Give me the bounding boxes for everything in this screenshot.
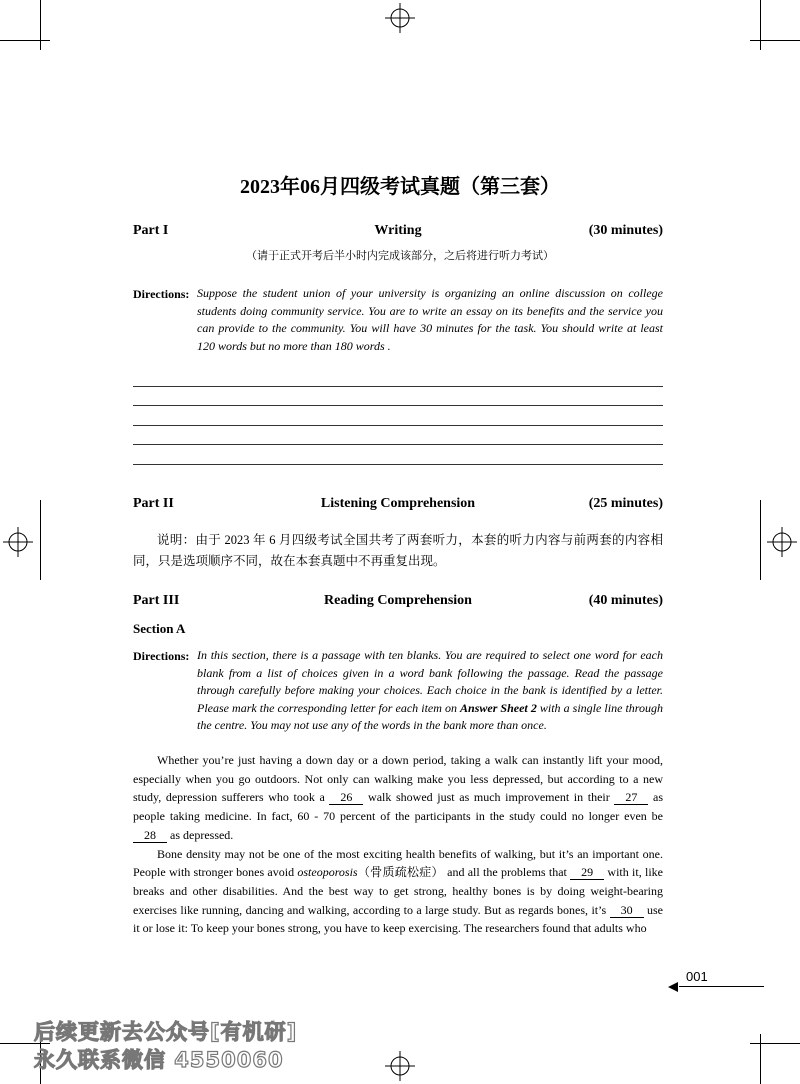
part1-directions-label: Directions:	[133, 287, 190, 301]
part1-directions-text: Suppose the student union of your university is organizing an online discussion on college students doing community service. You are to write an essay on its benefits and the service you can provide to the community. You will have 30 minutes for the task. You should write at least 120 words but no more than 180 words .	[197, 286, 663, 353]
part2-header	[133, 496, 663, 516]
part2-note: 说明：由于 2023 年 6 月四级考试全国共考了两套听力，本套的听力内容与前两套的内容相同，只是选项顺序不同，故在本套真题中不再重复出现。	[133, 533, 663, 568]
registration-mark-icon	[385, 3, 415, 33]
passage-term: osteoporosis	[297, 865, 358, 880]
passage-text: with it, like breaks and other disabilities. And the best way to get strong, healthy bones is by doing weight-bearing exercises like running, dancing and walking, according to a large study. But as regards bones, it’s	[133, 865, 663, 917]
crop-mark	[760, 1034, 761, 1084]
part1-name: Writing	[374, 223, 422, 238]
part2-time: (25 minutes)	[588, 496, 663, 511]
part1-note: （请于正式开考后半小时内完成该部分，之后将进行听力考试）	[246, 250, 554, 262]
passage-text: walk showed just as much improvement in their	[363, 790, 615, 805]
registration-mark-icon	[385, 1051, 415, 1081]
part3-header	[133, 593, 663, 613]
crop-mark	[0, 40, 50, 41]
crop-mark	[750, 40, 800, 41]
writing-line	[133, 405, 663, 406]
passage-text: Whether you’re just having a down day or a down period, taking a walk can instantly lift your mood, especially when you go outdoors. Not only can walking make you less depressed, but according to a new study, depression sufferers who took a	[133, 753, 663, 805]
page-rule	[679, 986, 764, 987]
blank-28: 28	[133, 829, 167, 843]
writing-line	[133, 464, 663, 465]
directions-text-part: In this section, there is a passage with ten blanks. You are required to select one word for each blank from a list of choices given in a word bank following the passage. Read the passage through carefully before making your choices. Each choice in the bank is identified by a letter. Please mark the corresponding letter for each item on	[197, 648, 663, 715]
part3-directions-label: Directions:	[133, 649, 190, 663]
part2-name: Listening Comprehension	[320, 496, 476, 511]
registration-mark-icon	[767, 527, 797, 557]
side-crop-mark	[40, 500, 41, 580]
page-title: 2023年06月四级考试真题（第三套）	[240, 176, 560, 198]
blank-27: 27	[614, 791, 648, 805]
part3-label: Part III	[133, 593, 180, 608]
passage-term-translation: （骨质疏松症）	[357, 865, 444, 880]
part1-time: (30 minutes)	[588, 223, 663, 238]
passage-text: as people taking medicine. In fact, 60 - 70 percent of the participants in the study could no longer even be	[133, 790, 663, 824]
registration-mark-icon	[3, 527, 33, 557]
passage-text: and all the problems that	[443, 865, 571, 880]
passage-text: use it or lose it: To keep your bones strong, you have to keep exercising. The researchers found that adults who	[133, 902, 663, 936]
passage-paragraph	[133, 751, 663, 845]
part3-time: (40 minutes)	[588, 593, 663, 608]
directions-text-part: with a single line through the centre. You may not use any of the words in the bank more than once.	[197, 700, 664, 732]
writing-line	[133, 386, 663, 387]
blank-30: 30	[610, 904, 644, 918]
part3-directions-text	[197, 647, 663, 735]
section-a-heading: Section A	[133, 621, 186, 636]
reading-passage	[133, 751, 663, 938]
passage-paragraph	[133, 845, 663, 939]
part2-label: Part II	[133, 496, 174, 511]
blank-26: 26	[329, 791, 363, 805]
page-marker-icon	[668, 982, 678, 992]
watermark-line-1: 后续更新去公众号[有机研]	[34, 1020, 298, 1044]
page-number: 001	[686, 969, 708, 984]
crop-mark	[760, 0, 761, 50]
writing-line	[133, 444, 663, 445]
part3-name: Reading Comprehension	[324, 593, 472, 608]
part1-header	[133, 223, 663, 243]
passage-text: Bone density may not be one of the most exciting health benefits of walking, but it’s an important one. People with stronger bones avoid	[133, 846, 663, 880]
blank-29: 29	[570, 866, 604, 880]
side-crop-mark	[760, 500, 761, 580]
crop-mark	[750, 1043, 800, 1044]
writing-line	[133, 425, 663, 426]
part1-label: Part I	[133, 223, 169, 238]
answer-sheet-ref: Answer Sheet 2	[460, 700, 537, 715]
crop-mark	[40, 0, 41, 50]
passage-text: as depressed.	[167, 827, 234, 842]
watermark-line-2: 永久联系微信 4550060	[34, 1048, 284, 1072]
